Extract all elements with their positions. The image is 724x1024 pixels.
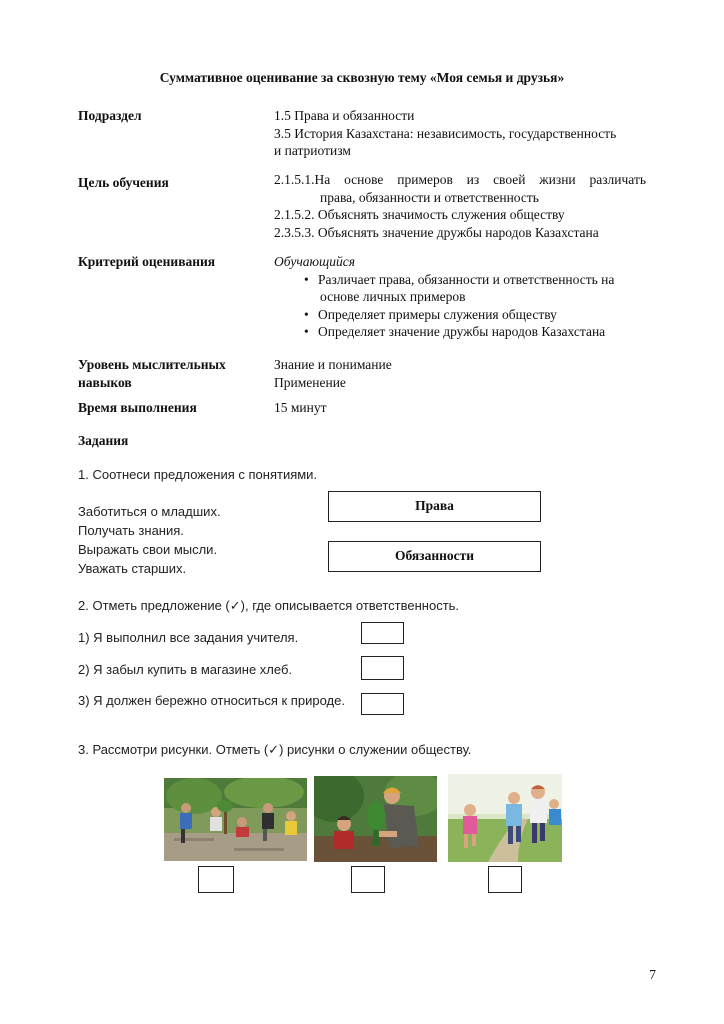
section-line: 3.5 История Казахстана: независимость, государственность [274, 125, 617, 141]
task2-checkbox[interactable] [361, 656, 404, 680]
task2-checkbox[interactable] [361, 693, 404, 715]
photo-children-running-icon [448, 774, 562, 862]
section-line: и патриотизм [274, 143, 351, 158]
task2-item: 3) Я должен бережно относиться к природе. [78, 693, 345, 708]
learner-label: Обучающийся [274, 254, 356, 269]
section-label: Подраздел [78, 108, 142, 123]
criteria-list [274, 271, 646, 341]
task3-checkbox[interactable] [488, 866, 522, 893]
concept-box-rights[interactable]: Права [328, 491, 541, 522]
goal-line: права, обязанности и ответственность [320, 189, 539, 205]
goal-line: 2.3.5.3. Объяснять значение дружбы народов Казахстана [274, 224, 599, 240]
photo-man-child-planting-icon [314, 776, 437, 862]
concept-box-duties[interactable]: Обязанности [328, 541, 541, 572]
page-title: Суммативное оценивание за сквозную тему «Моя семья и друзья» [159, 70, 565, 85]
criteria-label: Критерий оценивания [78, 254, 216, 269]
skills-label: Уровень мыслительных навыков [78, 357, 226, 390]
goal-line: 2.1.5.1.На основе примеров из своей жизни различать [274, 172, 646, 187]
tasks-heading: Задания [78, 433, 129, 448]
goal-line: 2.1.5.2. Объяснять значимость служения обществу [274, 207, 565, 222]
skill-line: Применение [274, 374, 346, 390]
task2-item: 1) Я выполнил все задания учителя. [78, 630, 299, 645]
task1-sentence: Уважать старших. [78, 561, 187, 576]
goal-value [274, 171, 646, 241]
task1-sentence: Заботиться о младших. [78, 504, 221, 519]
section-line: 1.5 Права и обязанности [274, 108, 415, 123]
skills-value [274, 356, 646, 391]
task1-prompt: 1. Соотнеси предложения с понятиями. [78, 467, 318, 482]
task1-sentence: Получать знания. [78, 523, 184, 538]
task2-prompt: 2. Отметь предложение (✓), где описывается ответственность. [78, 598, 460, 613]
task3-prompt: 3. Рассмотри рисунки. Отметь (✓) рисунки о служении обществу. [78, 742, 472, 757]
criteria-item: • Определяет значение дружбы народов Казахстана [274, 323, 646, 341]
task1-sentence: Выражать свои мысли. [78, 542, 218, 557]
task3-checkbox[interactable] [198, 866, 234, 893]
criteria-item: • Различает права, обязанности и ответственность на основе личных примеров [274, 271, 646, 306]
time-label: Время выполнения [78, 400, 197, 415]
photo-children-planting-icon [164, 778, 307, 861]
task2-item: 2) Я забыл купить в магазине хлеб. [78, 662, 293, 677]
goal-label: Цель обучения [78, 175, 169, 190]
time-value: 15 минут [274, 400, 327, 415]
task2-checkbox[interactable] [361, 622, 404, 644]
page-number: 7 [649, 967, 656, 982]
skill-line: Знание и понимание [274, 357, 392, 372]
section-value [274, 107, 646, 160]
criteria-item: • Определяет примеры служения обществу [274, 306, 646, 324]
task3-checkbox[interactable] [351, 866, 385, 893]
criteria-value [274, 253, 646, 341]
